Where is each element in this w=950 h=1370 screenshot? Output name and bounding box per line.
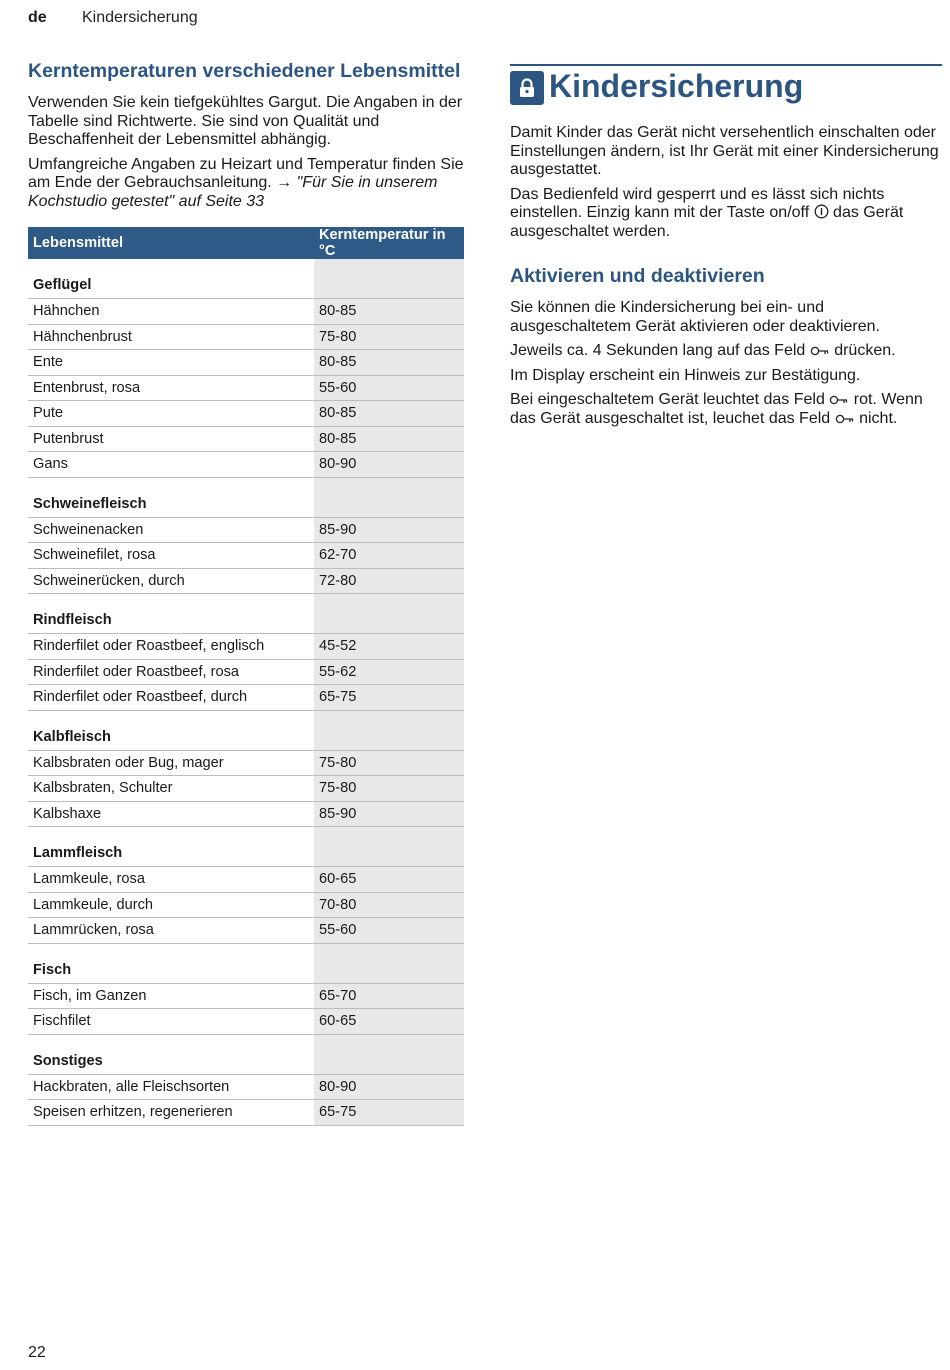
food-cell: Ente — [28, 350, 314, 376]
table-row — [28, 685, 464, 711]
left-column — [28, 60, 464, 1126]
language-code: de — [28, 9, 47, 26]
light-note-text: Bei eingeschaltetem Gerät leuchtet das Feld — [510, 391, 825, 408]
key-icon — [835, 413, 855, 425]
table-row — [28, 1009, 464, 1035]
arrow-icon: → — [276, 174, 293, 191]
page-number: 22 — [28, 1344, 46, 1361]
table-group-row — [28, 1034, 464, 1074]
temp-cell: 85-90 — [314, 801, 464, 827]
food-cell: Lammkeule, rosa — [28, 867, 314, 893]
table-row — [28, 1100, 464, 1126]
table-row — [28, 543, 464, 569]
table-row — [28, 892, 464, 918]
table-row — [28, 299, 464, 325]
temp-cell: 80-90 — [314, 452, 464, 478]
reference-text: Umfangreiche Angaben zu Heizart und Temperatur finden Sie am Ende der Gebrauchsanleitung. — [28, 155, 464, 191]
temp-cell: 80-85 — [314, 426, 464, 452]
food-cell: Kalbshaxe — [28, 801, 314, 827]
table-row — [28, 801, 464, 827]
temp-cell: 45-52 — [314, 634, 464, 660]
group-value-empty — [314, 943, 464, 983]
group-label: Fisch — [28, 943, 314, 983]
food-cell: Fischfilet — [28, 1009, 314, 1035]
activate-display-note: Im Display erscheint ein Hinweis zur Bestätigung. — [510, 366, 861, 384]
press-text-end: drücken. — [834, 342, 896, 359]
group-label: Kalbfleisch — [28, 710, 314, 750]
temp-cell: 55-62 — [314, 659, 464, 685]
food-cell: Kalbsbraten oder Bug, mager — [28, 750, 314, 776]
panel-note-text: Das Bedienfeld wird gesperrt und es lässt sich nichts einstellen. Einzig kann mit der Taste on/off — [510, 185, 885, 221]
food-cell: Lammrücken, rosa — [28, 918, 314, 944]
food-cell: Gans — [28, 452, 314, 478]
group-label: Rindfleisch — [28, 594, 314, 634]
food-cell: Entenbrust, rosa — [28, 375, 314, 401]
food-cell: Putenbrust — [28, 426, 314, 452]
food-cell: Schweinenacken — [28, 517, 314, 543]
food-cell: Hähnchen — [28, 299, 314, 325]
temp-cell: 55-60 — [314, 918, 464, 944]
group-value-empty — [314, 259, 464, 299]
child-lock-panel-note — [510, 186, 942, 242]
col-header-food: Lebensmittel — [28, 227, 314, 259]
temp-cell: 65-75 — [314, 685, 464, 711]
table-body — [28, 259, 464, 1125]
child-lock-title: Kindersicherung — [549, 68, 804, 104]
key-icon — [810, 345, 830, 357]
group-value-empty — [314, 594, 464, 634]
child-lock-intro: Damit Kinder das Gerät nicht versehentlich einschalten oder Einstellungen ändern, ist Ihr Gerät mit einer Kindersicherung ausgestattet. — [510, 124, 939, 178]
right-column — [510, 64, 942, 434]
table-row — [28, 659, 464, 685]
table-row — [28, 426, 464, 452]
temp-cell: 62-70 — [314, 543, 464, 569]
panel-note-text-end: das Gerät ausgeschaltet werden. — [510, 204, 904, 240]
table-row — [28, 452, 464, 478]
food-cell: Rinderfilet oder Roastbeef, rosa — [28, 659, 314, 685]
table-group-row — [28, 477, 464, 517]
page-header — [28, 9, 198, 27]
temp-cell: 80-90 — [314, 1074, 464, 1100]
temp-cell: 80-85 — [314, 299, 464, 325]
table-row — [28, 568, 464, 594]
table-row — [28, 750, 464, 776]
group-value-empty — [314, 1034, 464, 1074]
col-header-temp: Kerntemperatur in °C — [314, 227, 464, 259]
food-cell: Kalbsbraten, Schulter — [28, 776, 314, 802]
temp-cell: 72-80 — [314, 568, 464, 594]
table-row — [28, 776, 464, 802]
header-section-title: Kindersicherung — [82, 9, 198, 26]
press-text: Jeweils ca. 4 Sekunden lang auf das Feld — [510, 342, 806, 359]
food-cell: Hackbraten, alle Fleischsorten — [28, 1074, 314, 1100]
core-temp-intro: Verwenden Sie kein tiefgekühltes Gargut. Die Angaben in der Tabelle sind Richtwerte. Sie sind von Qualität und Beschaffenheit der Lebensmittel abhängig. — [28, 94, 463, 148]
temp-cell: 75-80 — [314, 750, 464, 776]
table-row — [28, 1074, 464, 1100]
table-row — [28, 517, 464, 543]
table-row — [28, 867, 464, 893]
activate-light-note — [510, 391, 942, 428]
temp-cell: 85-90 — [314, 517, 464, 543]
table-row — [28, 350, 464, 376]
table-group-row — [28, 594, 464, 634]
child-lock-title-bar — [510, 64, 942, 106]
group-label: Sonstiges — [28, 1034, 314, 1074]
table-row — [28, 918, 464, 944]
group-value-empty — [314, 827, 464, 867]
group-label: Lammfleisch — [28, 827, 314, 867]
group-label: Geflügel — [28, 259, 314, 299]
food-cell: Rinderfilet oder Roastbeef, durch — [28, 685, 314, 711]
food-cell: Schweinerücken, durch — [28, 568, 314, 594]
activate-heading: Aktivieren und deaktivieren — [510, 265, 765, 287]
table-group-row — [28, 943, 464, 983]
group-value-empty — [314, 710, 464, 750]
food-cell: Schweinefilet, rosa — [28, 543, 314, 569]
power-info-icon — [814, 204, 829, 219]
table-row — [28, 401, 464, 427]
table-row — [28, 634, 464, 660]
table-row — [28, 375, 464, 401]
temp-cell: 80-85 — [314, 350, 464, 376]
temp-cell: 65-70 — [314, 983, 464, 1009]
activate-step-press — [510, 342, 942, 361]
temp-cell: 55-60 — [314, 375, 464, 401]
table-row — [28, 983, 464, 1009]
temp-cell: 60-65 — [314, 867, 464, 893]
food-cell: Hähnchenbrust — [28, 324, 314, 350]
table-group-row — [28, 710, 464, 750]
temp-cell: 80-85 — [314, 401, 464, 427]
food-cell: Lammkeule, durch — [28, 892, 314, 918]
food-cell: Rinderfilet oder Roastbeef, englisch — [28, 634, 314, 660]
activate-intro: Sie können die Kindersicherung bei ein- und ausgeschaltetem Gerät aktivieren oder deaktivieren. — [510, 299, 880, 335]
temp-cell: 75-80 — [314, 776, 464, 802]
key-icon — [829, 394, 849, 406]
light-note-text-mid: rot. Wenn das Gerät ausgeschaltet ist, leuchet das Feld — [510, 391, 923, 427]
temp-cell: 65-75 — [314, 1100, 464, 1126]
group-label: Schweinefleisch — [28, 477, 314, 517]
temp-cell: 75-80 — [314, 324, 464, 350]
food-cell: Pute — [28, 401, 314, 427]
table-group-row — [28, 259, 464, 299]
table-row — [28, 324, 464, 350]
light-note-text-end: nicht. — [859, 409, 898, 427]
table-header-row — [28, 227, 464, 259]
temp-cell: 70-80 — [314, 892, 464, 918]
core-temp-reference — [28, 156, 464, 212]
food-cell: Fisch, im Ganzen — [28, 983, 314, 1009]
table-group-row — [28, 827, 464, 867]
lock-icon — [510, 71, 544, 105]
group-value-empty — [314, 477, 464, 517]
page-reference-link[interactable]: "Für Sie in unserem Kochstudio getestet" auf Seite 33 — [28, 174, 438, 210]
core-temp-heading: Kerntemperaturen verschiedener Lebensmittel — [28, 60, 461, 82]
food-cell: Speisen erhitzen, regenerieren — [28, 1100, 314, 1126]
temp-cell: 60-65 — [314, 1009, 464, 1035]
core-temp-table — [28, 227, 464, 1126]
